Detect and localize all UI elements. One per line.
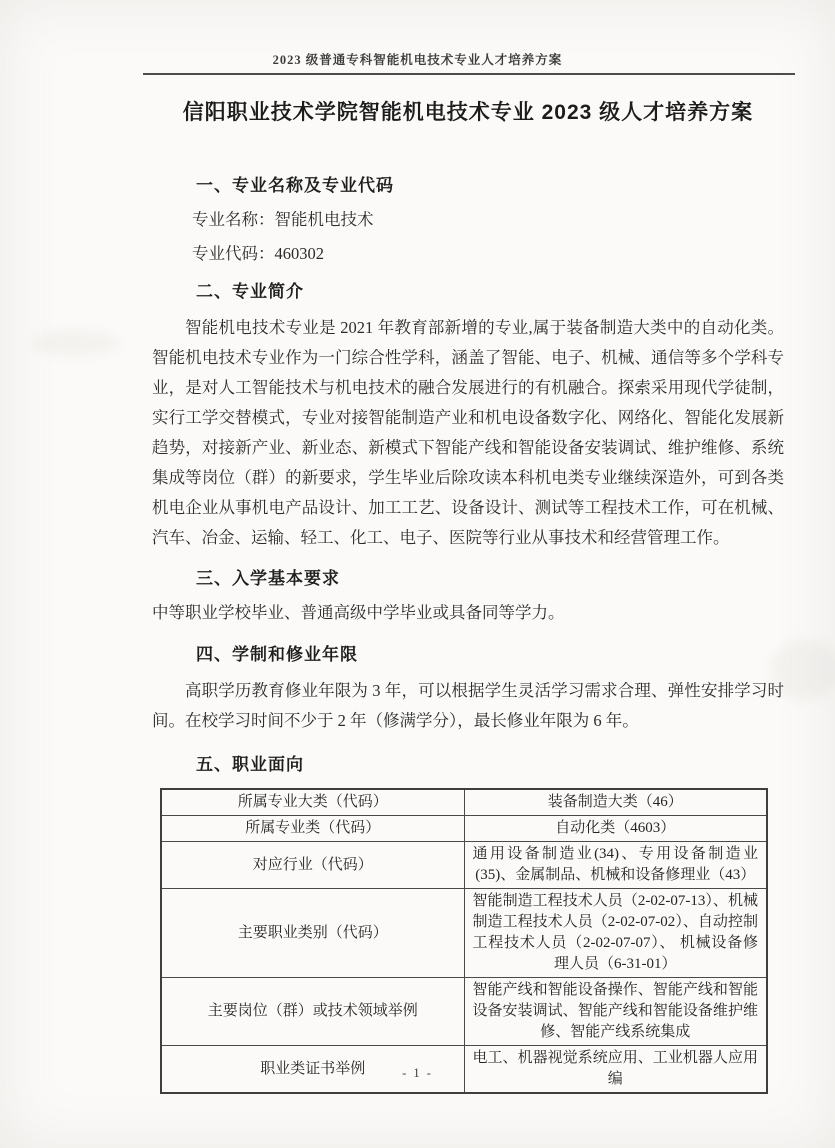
table-value-cell: 自动化类（4603） — [464, 816, 767, 842]
scan-smudge — [30, 330, 120, 356]
major-intro-paragraph: 智能机电技术专业是 2021 年教育部新增的专业,属于装备制造大类中的自动化类。智能机电技术专业作为一门综合性学科，涵盖了智能、电子、机械、通信等多个学科专业，是对人工智能技术与机电技术的融合发展进行的有机融合。探索采用现代学徒制，实行工学交替模式，专业对接智能制造产业和机电设备数字化、网络化、智能化发展新趋势，对接新产业、新业态、新模式下智能产线和智能设备安装调试、维护维修、系统集成等岗位（群）的新要求，学生毕业后除攻读本科机电类专业继续深造外，可到各类机电企业从事机电产品设计、加工工艺、设备设计、测试等工程技术工作，可在机械、汽车、冶金、运输、轻工、化工、电子、医院等行业从事技术和经营管理工作。 — [152, 318, 784, 547]
table-label-cell: 所属专业大类（代码） — [161, 789, 464, 816]
running-header: 2023 级普通专科智能机电技术专业人才培养方案 — [272, 53, 563, 67]
major-name-line: 专业名称：智能机电技术 — [192, 210, 374, 229]
career-orientation-table — [160, 788, 768, 1094]
table-label-cell: 主要职业类别（代码） — [161, 889, 464, 978]
section-heading-schooling-years: 四、学制和修业年限 — [196, 645, 358, 664]
table-value-cell: 智能制造工程技术人员（2-02-07-13）、机械制造工程技术人员（2-02-07-02）、自动控制工程技术人员（2-02-07-07）、 机械设备修理人员（6-31-01） — [464, 889, 767, 978]
table-value-cell: 装备制造大类（46） — [464, 789, 767, 816]
table-row — [161, 789, 767, 816]
table-label-cell: 主要岗位（群）或技术领域举例 — [161, 978, 464, 1046]
section-heading-admission-requirements: 三、入学基本要求 — [196, 569, 340, 588]
section-heading-major-intro: 二、专业简介 — [196, 282, 304, 301]
table-row — [161, 816, 767, 842]
table-value-cell: 智能产线和智能设备操作、智能产线和智能设备安装调试、智能产线和智能设备维护维修、智能产线系统集成 — [464, 978, 767, 1046]
header-rule-divider — [143, 73, 795, 75]
table-label-cell: 所属专业类（代码） — [161, 816, 464, 842]
section-heading-major-name-code: 一、专业名称及专业代码 — [196, 176, 394, 195]
page-number: - 1 - — [402, 1066, 433, 1080]
page-content — [152, 92, 784, 1094]
document-title: 信阳职业技术学院智能机电技术专业 2023 级人才培养方案 — [182, 101, 754, 124]
admission-requirements-line: 中等职业学校毕业、普通高级中学毕业或具备同等学力。 — [152, 603, 565, 622]
table-label-cell: 对应行业（代码） — [161, 842, 464, 889]
table-label-cell: 职业类证书举例 — [161, 1046, 464, 1094]
table-row — [161, 889, 767, 978]
major-code-line: 专业代码：460302 — [192, 244, 324, 263]
section-heading-career-orientation: 五、职业面向 — [196, 755, 304, 774]
schooling-years-paragraph: 高职学历教育修业年限为 3 年，可以根据学生灵活学习需求合理、弹性安排学习时间。在校学习时间不少于 2 年（修满学分），最长修业年限为 6 年。 — [152, 681, 784, 730]
table-value-cell: 电工、机器视觉系统应用、工业机器人应用编 — [464, 1046, 767, 1094]
table-value-cell: 通用设备制造业(34)、专用设备制造业(35)、金属制品、机械和设备修理业（43） — [464, 842, 767, 889]
table-row — [161, 842, 767, 889]
table-row — [161, 978, 767, 1046]
